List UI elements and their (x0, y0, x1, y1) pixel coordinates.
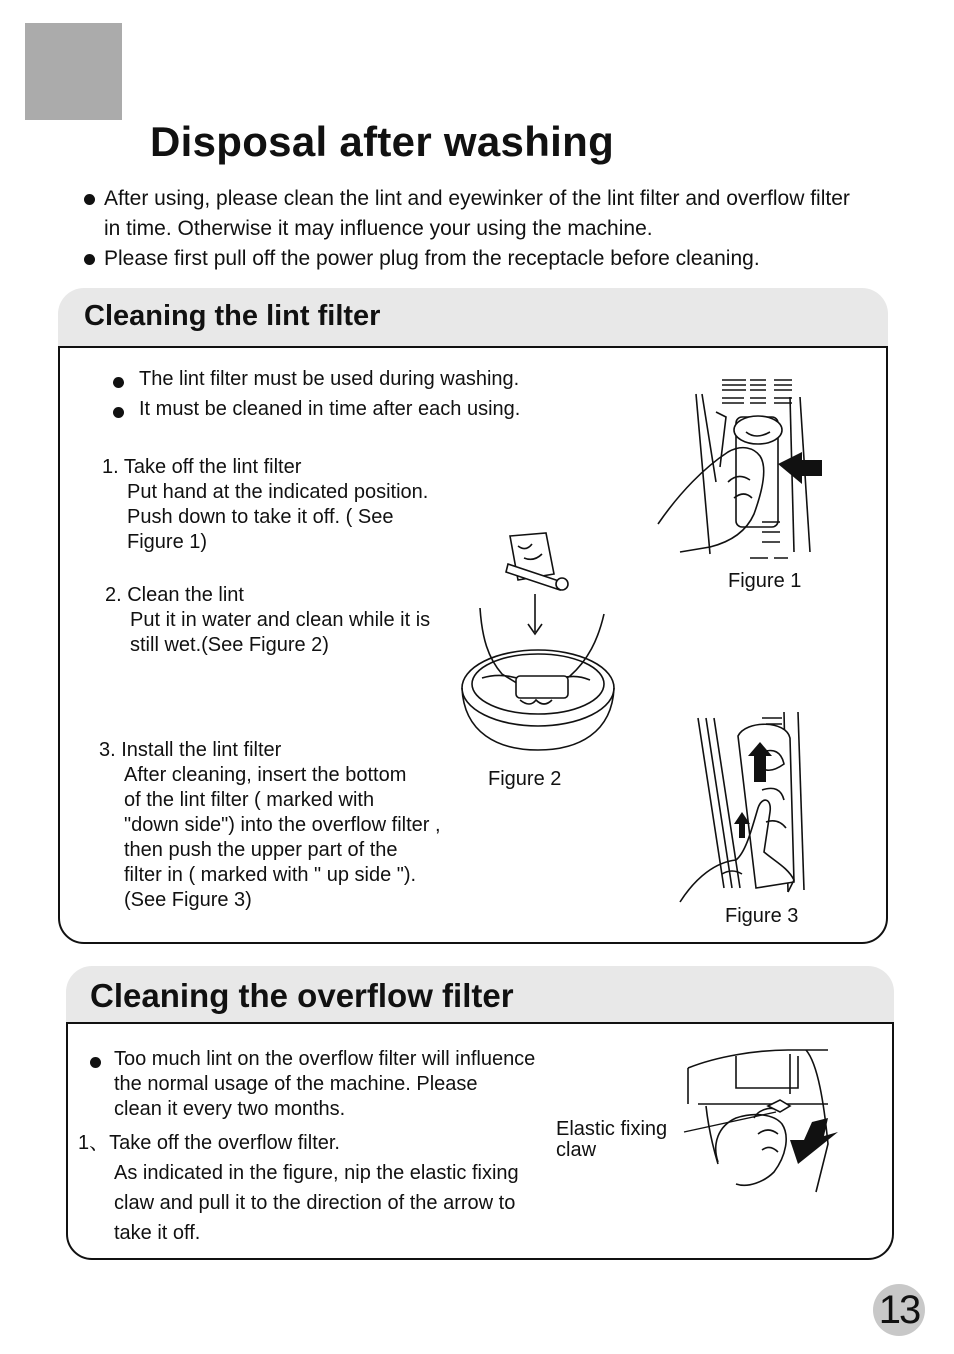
lint-step-1 (102, 455, 482, 555)
step-line: claw and pull it to the direction of the arrow to (114, 1192, 516, 1214)
lint-bullet: It must be cleaned in time after each using. (113, 397, 613, 422)
step-title: 1. Take off the lint filter (102, 456, 302, 478)
step-line: filter in ( marked with " up side "). (124, 864, 417, 886)
overflow-step-1 (78, 1128, 598, 1248)
figure-2-illustration (458, 528, 623, 753)
callout-line: Elastic fixing (556, 1118, 668, 1140)
lint-section-title: Cleaning the lint filter (84, 300, 381, 332)
step-title: 2. Clean the lint (105, 584, 244, 606)
page-number: 13 (873, 1284, 925, 1336)
step-line: As indicated in the figure, nip the elastic fixing (114, 1162, 519, 1184)
intro-bullet: Please first pull off the power plug from the receptacle before cleaning. (84, 244, 864, 274)
step-line: Push down to take it off. ( See (127, 506, 394, 528)
figure-3-illustration (676, 712, 816, 907)
overflow-bullet-text (90, 1047, 610, 1122)
overflow-bullet (90, 1047, 610, 1122)
step-line: take it off. (114, 1222, 201, 1244)
step-line: then push the upper part of the (124, 839, 398, 861)
step-line: Put it in water and clean while it is (130, 609, 431, 631)
corner-grey-block (25, 23, 122, 120)
step-line: (See Figure 3) (124, 889, 252, 911)
lint-bullets (113, 367, 613, 422)
bullet-line: Too much lint on the overflow filter will influence (114, 1048, 536, 1070)
lint-section-tab (58, 288, 888, 348)
step-line: Figure 1) (127, 531, 208, 553)
step-title: 1、Take off the overflow filter. (78, 1132, 340, 1154)
overflow-section-title: Cleaning the overflow filter (90, 977, 514, 1014)
elastic-claw-callout (556, 1119, 667, 1161)
intro-bullet: After using, please clean the lint and eyewinker of the lint filter and overflow filter in time. Otherwise it may influence your using the machine. (84, 184, 864, 244)
lint-step-2 (105, 583, 485, 658)
page-title: Disposal after washing (150, 118, 615, 165)
figure-2-label: Figure 2 (488, 768, 562, 790)
step-line: "down side") into the overflow filter , (124, 814, 441, 836)
step-line: of the lint filter ( marked with (124, 789, 375, 811)
bullet-line: clean it every two months. (114, 1098, 346, 1120)
figure-3-label: Figure 3 (725, 905, 799, 927)
figure-1-label: Figure 1 (728, 570, 802, 592)
overflow-filter-illustration (678, 1044, 868, 1194)
lint-bullet: The lint filter must be used during washing. (113, 367, 613, 392)
step-line: After cleaning, insert the bottom (124, 764, 407, 786)
step-line: Put hand at the indicated position. (127, 481, 429, 503)
step-line: still wet.(See Figure 2) (130, 634, 329, 656)
lint-step-3 (99, 738, 499, 913)
intro-bullets (84, 184, 864, 274)
overflow-section-tab (66, 966, 894, 1024)
callout-line: claw (556, 1139, 597, 1161)
step-title: 3. Install the lint filter (99, 739, 282, 761)
bullet-line: the normal usage of the machine. Please (114, 1073, 478, 1095)
figure-1-illustration (650, 372, 830, 562)
